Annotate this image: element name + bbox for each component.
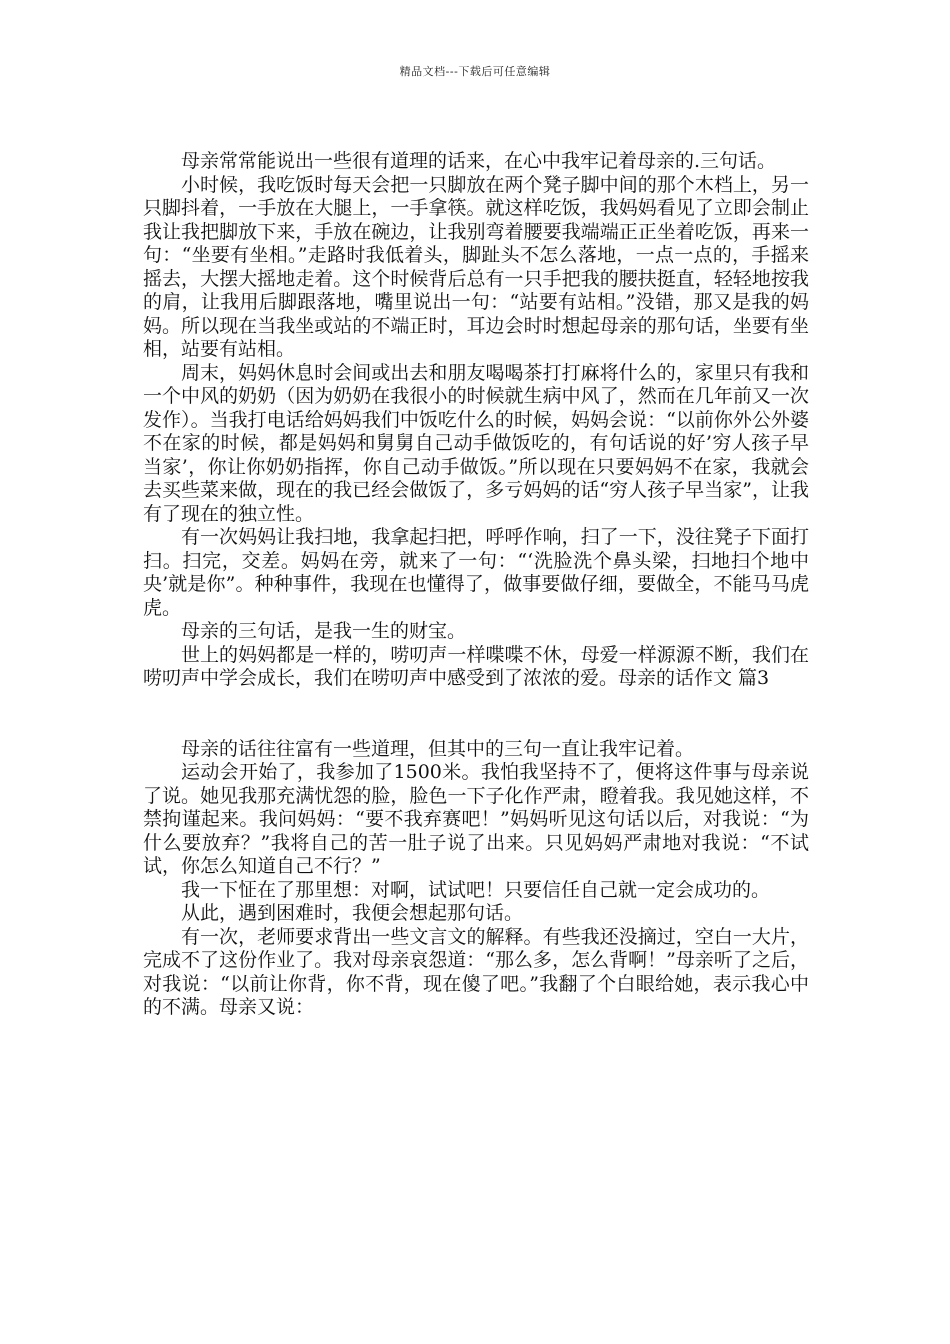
paragraph: 世上的妈妈都是一样的，唠叨声一样喋喋不休，母爱一样源源不断，我们在唠叨声中学会成长，我们在唠叨声中感受到了浓浓的爱。母亲的话作文 篇3 (143, 643, 809, 689)
paragraph: 有一次妈妈让我扫地，我拿起扫把，呼呼作响，扫了一下，没往凳子下面打扫。扫完，交差。妈妈在旁，就来了一句：“‘洗脸洗个鼻头梁，扫地扫个地中央’就是你”。种种事件，我现在也懂得了，做事要做仔细，要做全，不能马马虎虎。 (143, 526, 809, 619)
paragraph: 有一次，老师要求背出一些文言文的解释。有些我还没摘过，空白一大片，完成不了这份作业了。我对母亲哀怨道：“那么多，怎么背啊！”母亲听了之后，对我说：“以前让你背，你不背，现在傻了吧。”我翻了个白眼给她，表示我心中的不满。母亲又说： (143, 925, 809, 1018)
paragraph: 周末，妈妈休息时会间或出去和朋友喝喝茶打打麻将什么的，家里只有我和一个中风的奶奶（因为奶奶在我很小的时候就生病中风了，然而在几年前又一次发作）。当我打电话给妈妈我们中饭吃什么的时候，妈妈会说：“以前你外公外婆不在家的时候，都是妈妈和舅舅自己动手做饭吃的，有句话说的好’穷人孩子早当家’，你让你奶奶指挥，你自己动手做饭。”所以现在只要妈妈不在家，我就会去买些菜来做，现在的我已经会做饭了，多亏妈妈的话“穷人孩子早当家”，让我有了现在的独立性。 (143, 361, 809, 525)
page-header: 精品文档---下载后可任意编辑 (399, 65, 551, 78)
document-body (143, 150, 809, 1020)
paragraph: 从此，遇到困难时，我便会想起那句话。 (181, 902, 524, 924)
paragraph: 小时候，我吃饭时每天会把一只脚放在两个凳子脚中间的那个木档上，另一只脚抖着，一手放在大腿上，一手拿筷。就这样吃饭，我妈妈看见了立即会制止我让我把脚放下来，手放在碗边，让我别弯着腰要我端端正正坐着吃饭，再来一句：“坐要有坐相。”走路时我低着头，脚趾头不怎么落地，一点一点的，手摇来摇去，大摆大摇地走着。这个时候背后总有一只手把我的腰扶挺直，轻轻地按我的肩，让我用后脚跟落地，嘴里说出一句：“站要有站相。”没错，那又是我的妈妈。所以现在当我坐或站的不端正时，耳边会时时想起母亲的那句话，坐要有坐相，站要有站相。 (143, 173, 809, 360)
paragraph: 母亲的三句话，是我一生的财宝。 (181, 620, 467, 642)
paragraph: 我一下怔在了那里想：对啊，试试吧！只要信任自己就一定会成功的。 (181, 878, 771, 901)
paragraph: 母亲常常能说出一些很有道理的话来，在心中我牢记着母亲的.三句话。 (181, 150, 777, 172)
paragraph: 运动会开始了，我参加了1500米。我怕我坚持不了，便将这件事与母亲说了说。她见我那充满忧怨的脸，脸色一下子化作严肃，瞪着我。我见她这样，不禁拘谨起来。我问妈妈：“要不我弃赛吧！”妈妈听见这句话以后，对我说：“为什么要放弃？”我将自己的苦一肚子说了出来。只见妈妈严肃地对我说：“不试试，你怎么知道自己不行？” (143, 761, 809, 877)
paragraph: 母亲的话往往富有一些道理，但其中的三句一直让我牢记着。 (181, 737, 695, 760)
